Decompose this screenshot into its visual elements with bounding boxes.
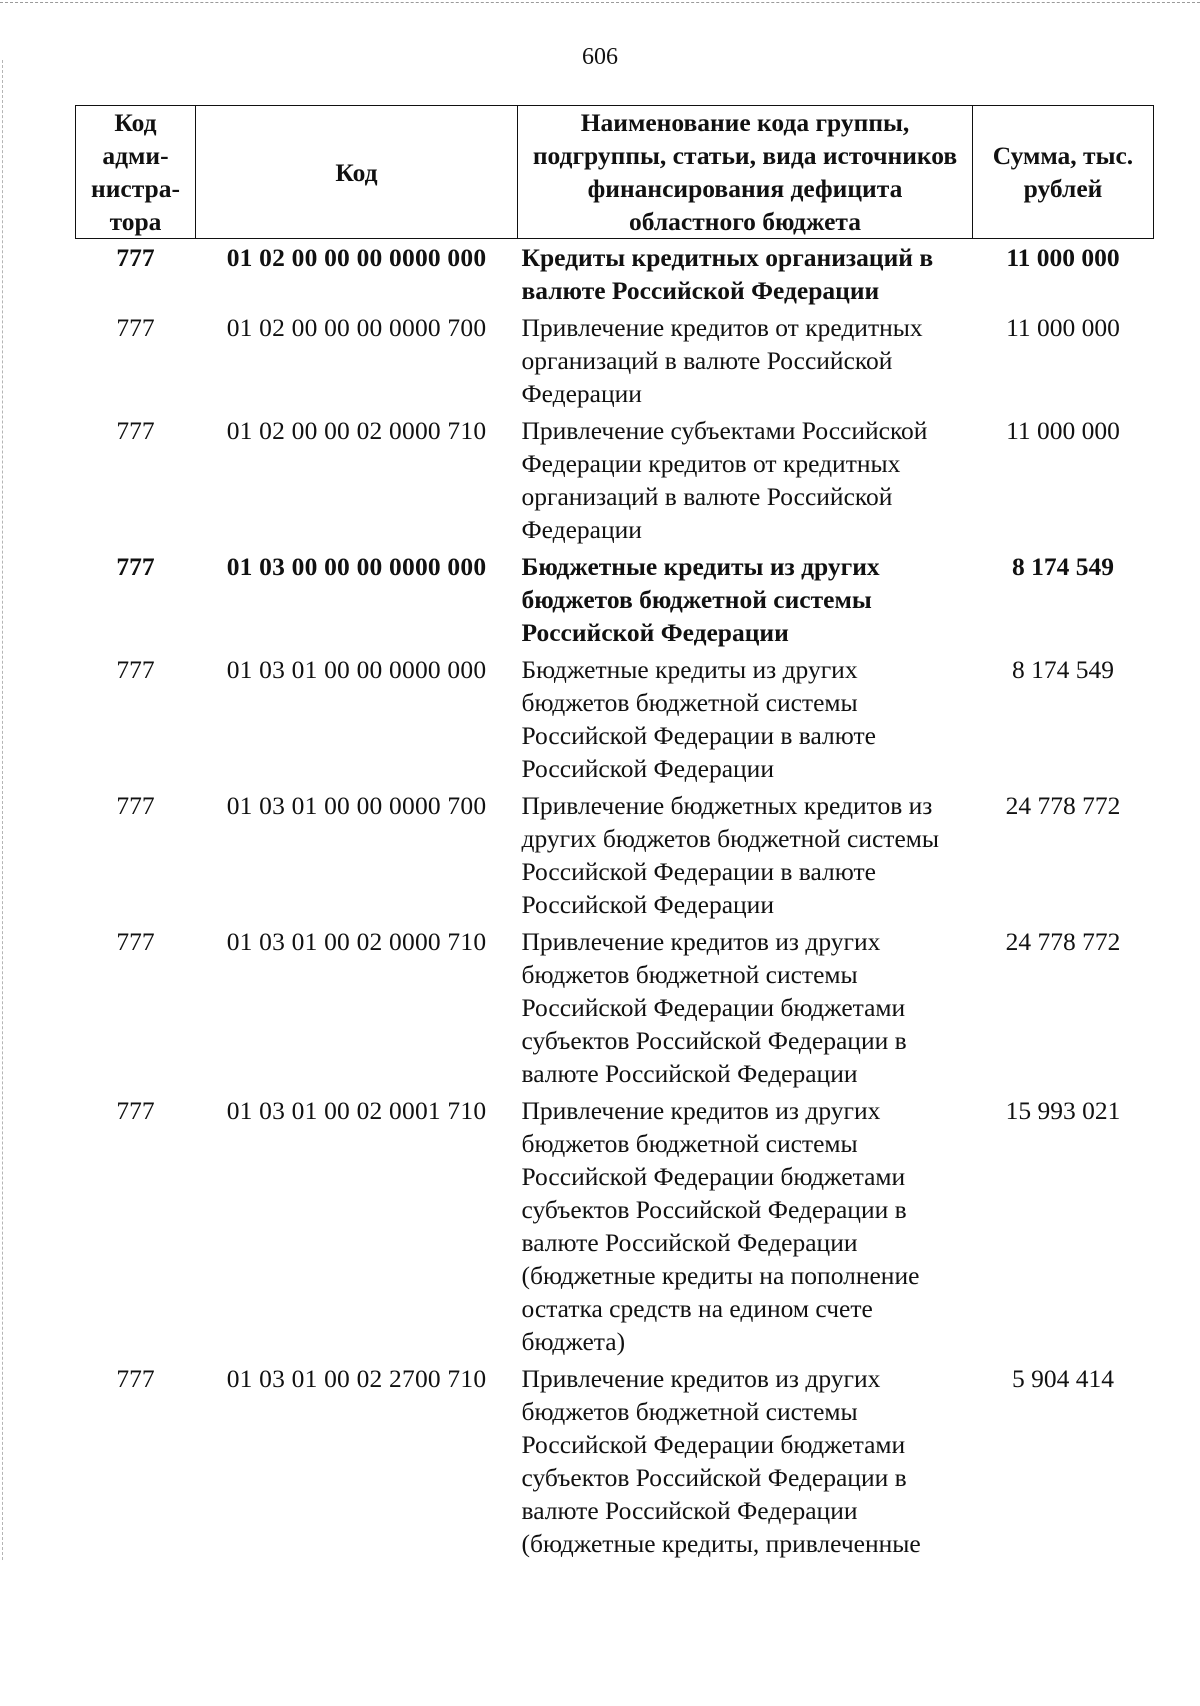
- page-number: 606: [582, 44, 618, 70]
- amount-cell: 8 174 549: [1012, 655, 1114, 684]
- source-name-cell: Кредиты кредитных организаций в валюте Российской Федерации: [521, 243, 934, 305]
- amount-cell: 8 174 549: [1012, 552, 1114, 581]
- table-row: [76, 1362, 1154, 1564]
- admin-code-cell: 777: [116, 552, 155, 581]
- table-row: [76, 1094, 1154, 1362]
- amount-cell: 11 000 000: [1006, 243, 1120, 272]
- admin-code-cell: 777: [116, 1364, 155, 1393]
- budget-code-cell: 01 02 00 00 02 0000 710: [226, 416, 487, 445]
- budget-code-cell: 01 02 00 00 00 0000 700: [226, 313, 487, 342]
- admin-code-cell: 777: [116, 416, 155, 445]
- admin-code-cell: 777: [116, 927, 155, 956]
- budget-code-cell: 01 03 01 00 02 0000 710: [226, 927, 487, 956]
- budget-code-cell: 01 03 01 00 02 2700 710: [226, 1364, 487, 1393]
- admin-code-cell: 777: [116, 1096, 155, 1125]
- source-name-cell: Привлечение кредитов из других бюджетов бюджетной системы Российской Федерации бюджетами субъектов Российской Федерации в валюте Российской Федерации (бюджетные кредиты на пополнение остатка средств на едином счете бюджета): [521, 1096, 920, 1356]
- amount-cell: 24 778 772: [1005, 927, 1121, 956]
- table-header-row: [76, 106, 1154, 239]
- budget-code-cell: 01 03 01 00 02 0001 710: [226, 1096, 487, 1125]
- budget-code-cell: 01 03 01 00 00 0000 700: [226, 791, 487, 820]
- table-row: [76, 653, 1154, 789]
- admin-code-cell: 777: [116, 313, 155, 342]
- budget-code-cell: 01 03 00 00 00 0000 000: [226, 552, 487, 581]
- header-name: Наименование кода группы, подгруппы, статьи, вида источников финансирования дефицита областного бюджета: [518, 106, 973, 239]
- source-name-cell: Привлечение кредитов из других бюджетов бюджетной системы Российской Федерации бюджетами субъектов Российской Федерации в валюте Российской Федерации: [521, 927, 907, 1088]
- source-name-cell: Бюджетные кредиты из других бюджетов бюджетной системы Российской Федерации: [521, 552, 880, 647]
- budget-sources-table: [75, 105, 1154, 1564]
- header-sum: Сумма, тыс. рублей: [973, 106, 1154, 239]
- source-name-cell: Бюджетные кредиты из других бюджетов бюджетной системы Российской Федерации в валюте Российской Федерации: [521, 655, 876, 783]
- source-name-cell: Привлечение бюджетных кредитов из других бюджетов бюджетной системы Российской Федерации в валюте Российской Федерации: [521, 791, 940, 919]
- admin-code-cell: 777: [116, 243, 155, 272]
- left-scan-rule: [2, 60, 3, 1560]
- budget-code-cell: 01 03 01 00 00 0000 000: [226, 655, 487, 684]
- table-row: [76, 925, 1154, 1094]
- source-name-cell: Привлечение кредитов от кредитных организаций в валюте Российской Федерации: [521, 313, 923, 408]
- amount-cell: 24 778 772: [1005, 791, 1121, 820]
- amount-cell: 5 904 414: [1012, 1364, 1114, 1393]
- source-name-cell: Привлечение кредитов из других бюджетов бюджетной системы Российской Федерации бюджетами субъектов Российской Федерации в валюте Российской Федерации (бюджетные кредиты, привлеченные: [521, 1364, 921, 1558]
- admin-code-cell: 777: [116, 791, 155, 820]
- source-name-cell: Привлечение субъектами Российской Федерации кредитов от кредитных организаций в валюте Российской Федерации: [521, 416, 928, 544]
- table-row: [76, 550, 1154, 653]
- table-row: [76, 311, 1154, 414]
- table-row: [76, 239, 1154, 312]
- table-row: [76, 789, 1154, 925]
- top-scan-rule: [0, 2, 1200, 3]
- header-code: Код: [196, 106, 518, 239]
- header-admin-code: Код адми-нистра-тора: [76, 106, 196, 239]
- amount-cell: 11 000 000: [1006, 416, 1120, 445]
- amount-cell: 15 993 021: [1005, 1096, 1121, 1125]
- table-row: [76, 414, 1154, 550]
- admin-code-cell: 777: [116, 655, 155, 684]
- amount-cell: 11 000 000: [1006, 313, 1120, 342]
- budget-code-cell: 01 02 00 00 00 0000 000: [226, 243, 487, 272]
